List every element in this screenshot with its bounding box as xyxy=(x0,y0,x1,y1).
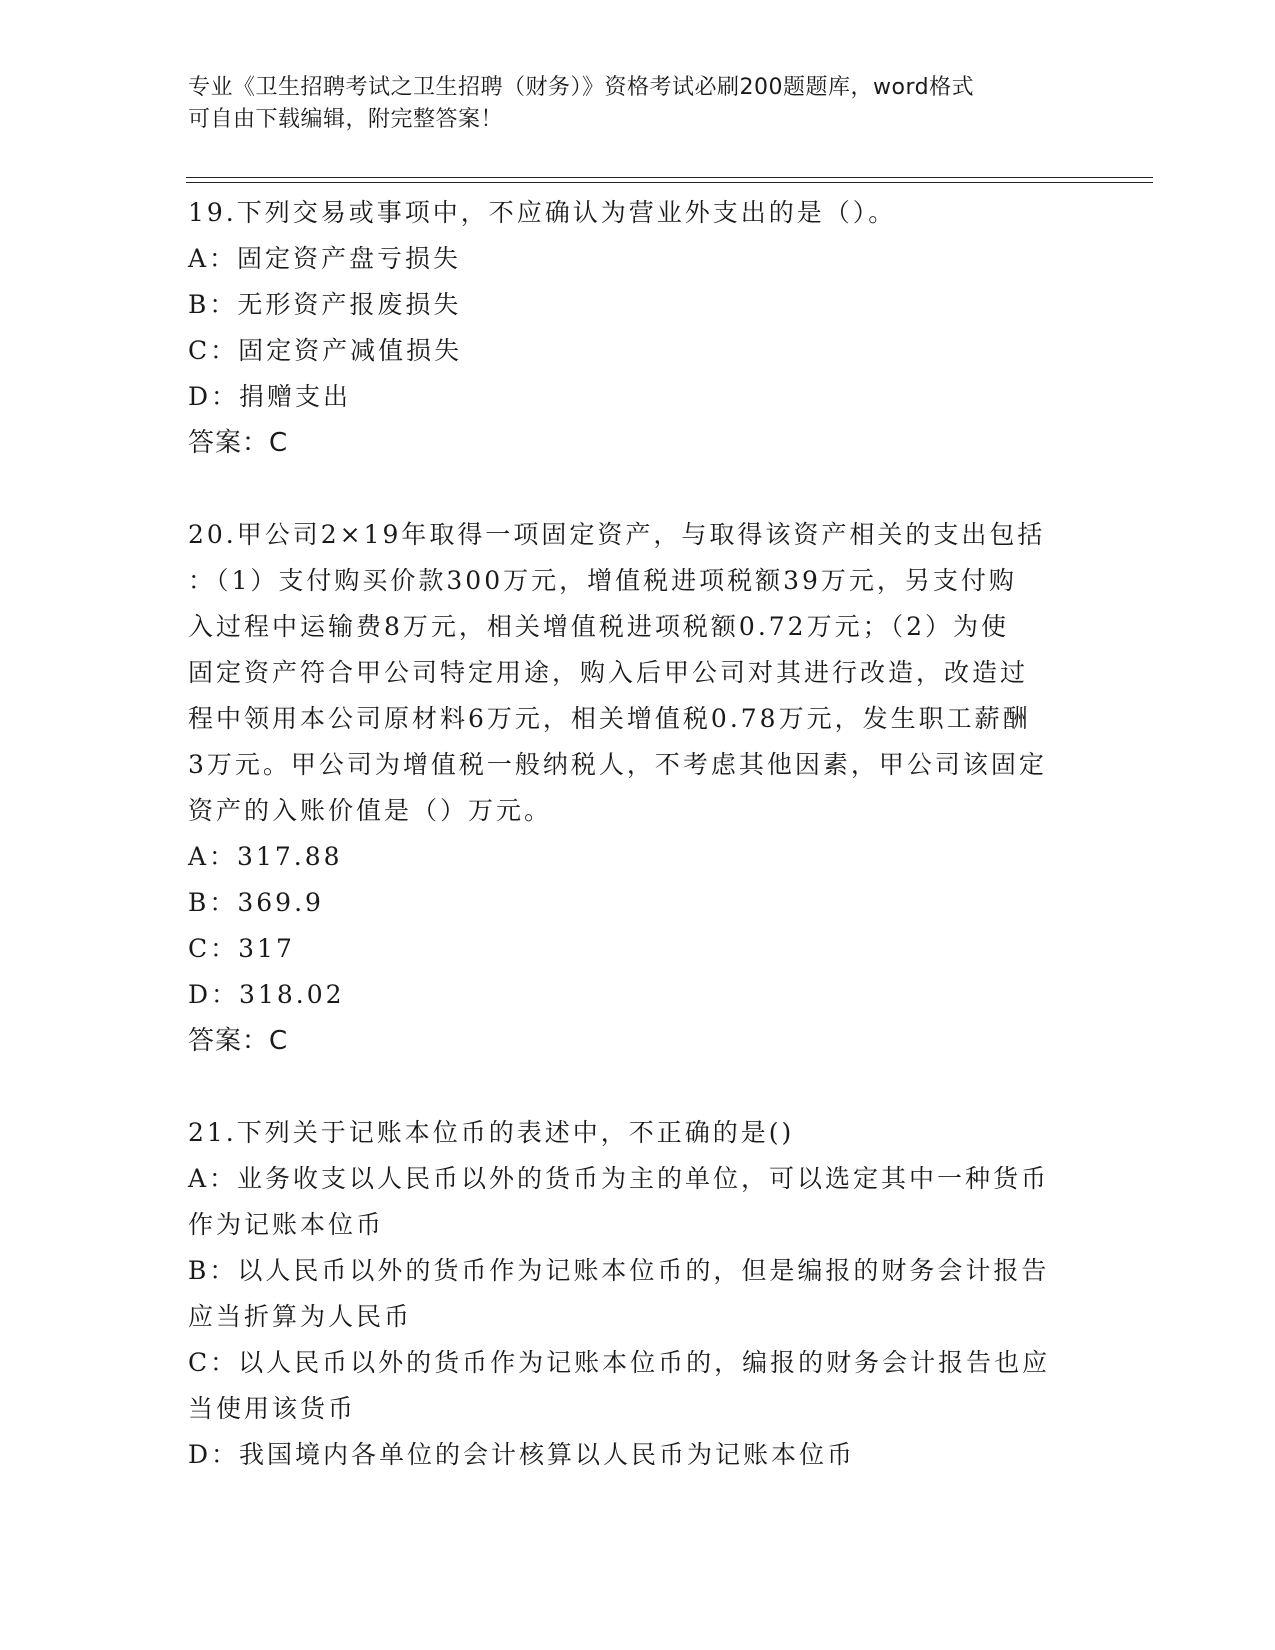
option-c-continued: 当使用该货币 xyxy=(188,1394,357,1423)
question-19 xyxy=(188,190,1088,466)
question-20 xyxy=(188,512,1088,1064)
question-stem: 程中领用本公司原材料6万元，相关增值税0.78万元，发生职工薪酬 xyxy=(188,704,1031,733)
question-stem: 资产的入账价值是（）万元。 xyxy=(188,796,553,825)
option-c: C：以人民币以外的货币作为记账本位币的，编报的财务会计报告也应 xyxy=(188,1348,1051,1377)
option-a: A：业务收支以人民币以外的货币为主的单位，可以选定其中一种货币 xyxy=(188,1164,1050,1193)
question-stem: 固定资产符合甲公司特定用途，购入后甲公司对其进行改造，改造过 xyxy=(188,658,1029,687)
header-line-1: 专业《卫生招聘考试之卫生招聘（财务）》资格考试必刷200题题库，word格式 xyxy=(188,75,975,100)
option-d: D：我国境内各单位的会计核算以人民币为记账本位币 xyxy=(188,1440,856,1469)
question-stem: 19.下列交易或事项中，不应确认为营业外支出的是（）。 xyxy=(188,198,897,227)
option-c: C：固定资产减值损失 xyxy=(188,336,463,365)
option-a-continued: 作为记账本位币 xyxy=(188,1210,385,1239)
option-b: B：无形资产报废损失 xyxy=(188,290,462,319)
question-stem: 入过程中运输费8万元，相关增值税进项税额0.72万元；（2）为使 xyxy=(188,612,1009,641)
question-stem: ：（1）支付购买价款300万元，增值税进项税额39万元，另支付购 xyxy=(188,566,1017,595)
option-a: A：固定资产盘亏损失 xyxy=(188,244,462,273)
option-d: D：318.02 xyxy=(188,980,345,1009)
header-rule-top xyxy=(186,177,1153,178)
document-header xyxy=(188,72,1088,136)
header-line-2: 可自由下载编辑，附完整答案！ xyxy=(188,107,504,132)
option-b: B：以人民币以外的货币作为记账本位币的，但是编报的财务会计报告 xyxy=(188,1256,1050,1285)
question-stem: 21.下列关于记账本位币的表述中，不正确的是() xyxy=(188,1118,795,1147)
question-list xyxy=(188,190,1088,1524)
option-d: D：捐赠支出 xyxy=(188,382,352,411)
question-stem: 3万元。甲公司为增值税一般纳税人，不考虑其他因素，甲公司该固定 xyxy=(188,750,1047,779)
answer: 答案：C xyxy=(188,1026,289,1056)
option-b-continued: 应当折算为人民币 xyxy=(188,1302,413,1331)
option-b: B：369.9 xyxy=(188,888,324,917)
question-21 xyxy=(188,1110,1088,1478)
option-c: C：317 xyxy=(188,934,295,963)
answer: 答案：C xyxy=(188,428,289,458)
option-a: A：317.88 xyxy=(188,842,343,871)
header-rule-bottom xyxy=(186,182,1153,183)
question-stem: 20.甲公司2×19年取得一项固定资产，与取得该资产相关的支出包括 xyxy=(188,520,1046,549)
